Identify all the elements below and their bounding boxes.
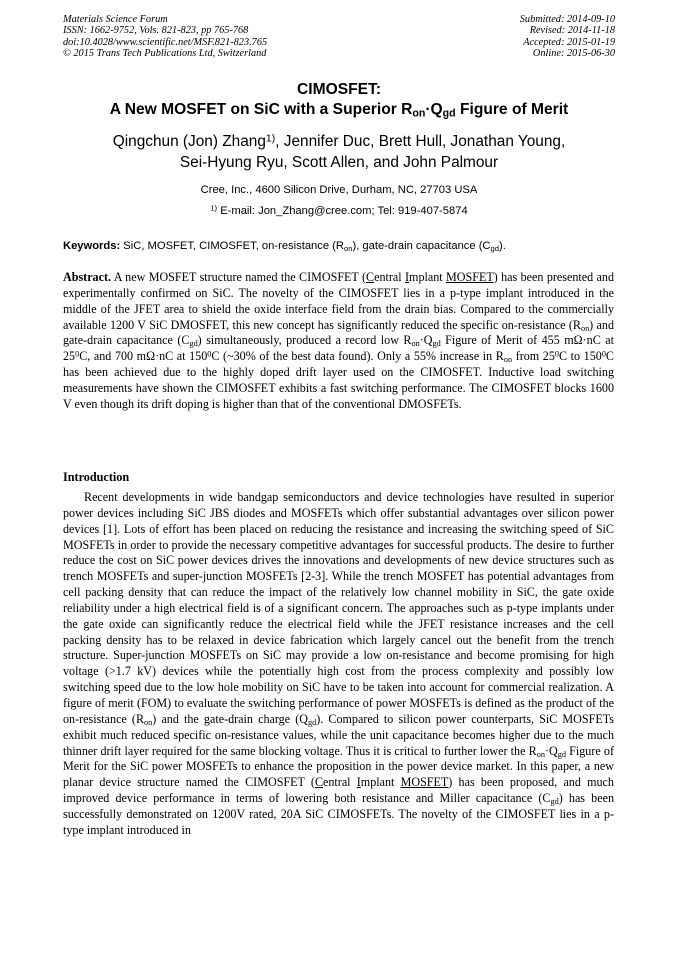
- section-heading-introduction: Introduction: [63, 470, 130, 484]
- introduction-paragraph: Recent developments in wide bandgap semiconductors and device technologies have resulted in superior power devices including SiC JBS diodes and MOSFETs which offer substantial advantages over silicon power devices [1]. Lots of effort has been placed on reducing the resistance and increasing the switching speed of SiC MOSFETs in order to provide the necessary competitive advantages for successful products. The desire to further reduce the cost on SiC power devices drives the innovations and developments of new device structures such as trench MOSFETs and super-junction MOSFETs [2-3]. While the trench MOSFET has potential advantages from cell packing density that can reduce the impact of the relatively low channel mobility in SiC, the gate oxide reliability under a high electrical field is of a significant concern. The approaches such as p-type implants under the gate oxide can significantly reduce the electrical field while the JFET resistance increases and the cell packing density has to be relaxed in device fabrication which largely cancel out the benefit from the trench structure. Super-junction MOSFETs on SiC may provide a low on-resistance and become promising for high voltage (>1.7 kV) devices while the potentially high cost from the process complexity and possibly low switching speed due to the low hole mobility on SiC have to be taken into account for commercial realization. A figure of merit (FOM) to evaluate the switching performance of power MOSFETs is defined as the product of the on-resistance $(R_{on})$ and the gate-drain charge $(Q_{gd})$. Compared to silicon power counterparts, SiC MOSFETs exhibit much reduced specific on-resistance values, while the unit capacitance becomes higher due to the much thinner drift layer required for the same blocking voltage. Thus it is critical to further lower the $R_{on}\cdot Q_{gd}$ Figure of Merit for the SiC power MOSFETs to enhance the proposition in the power device market. In this paper, a new planar device structure named the CIMOSFET (Central Implant MOSFET) has been proposed, and much improved device performance in terms of lowering both resistance and Miller capacitance $(C_{gd})$ has been successfully demonstrated on 1200V rated, 20A SiC CIMOSFETs. The novelty of the CIMOSFET lies in a p-type implant introduced in: [63, 490, 614, 837]
- affiliation-contact: $^{1)}$ E-mail: Jon_Zhang@cree.com; Tel: 919-407-5874: [210, 203, 468, 217]
- submission-dates: [520, 14, 615, 59]
- date-accepted: Accepted: 2015-01-19: [523, 36, 615, 48]
- keywords: Keywords: SiC, MOSFET, CIMOSFET, on-resistance $(R_{on})$, gate-drain capacitance $(C_{gd})$.: [63, 240, 506, 253]
- journal-copyright: © 2015 Trans Tech Publications Ltd, Switzerland: [63, 47, 267, 59]
- authors-line2: Sei-Hyung Ryu, Scott Allen, and John Palmour: [179, 154, 499, 171]
- journal-info: [63, 14, 267, 59]
- paper-title-line2: A New MOSFET on SiC with a Superior $R_{on}\cdot Q_{gd}$ Figure of Merit: [109, 101, 569, 120]
- journal-doi: doi:10.4028/www.scientific.net/MSF.821-823.765: [63, 36, 268, 48]
- date-revised: Revised: 2014-11-18: [529, 25, 615, 37]
- abstract-label: Abstract.: [63, 270, 112, 284]
- paper-title-line1: CIMOSFET:: [296, 81, 382, 98]
- journal-issn: ISSN: 1662-9752, Vols. 821-823, pp 765-768: [63, 25, 249, 37]
- keywords-label: Keywords:: [63, 240, 121, 252]
- authors-line1: Qingchun (Jon) Zhang$^{1)}$, Jennifer Duc, Brett Hull, Jonathan Young,: [112, 133, 566, 150]
- affiliation-address: Cree, Inc., 4600 Silicon Drive, Durham, NC, 27703 USA: [200, 184, 478, 196]
- journal-name: Materials Science Forum: [63, 14, 168, 25]
- abstract: Abstract. A new MOSFET structure named the CIMOSFET (Central Implant MOSFET) has been presented and experimentally confirmed on SiC. The novelty of the CIMOSFET lies in a p-type implant introduced in the middle of the JFET area to shield the oxide interface field from the drain bias. Compared to the commercially available 1200 V SiC DMOSFET, this new concept has significantly reduced the specific on-resistance $(R_{on})$ and gate-drain capacitance $(C_{gd})$ simultaneously, produced a record low $R_{on}\cdot Q_{gd}$ Figure of Merit of 455 mΩ·nC at $25^0C$, and 700 mΩ·nC at $150^0C$ (~30% of the best data found). Only a 55% increase in $R_{on}$ from $25^0C$ to $150^0C$ has been achieved due to the highly doped drift layer used on the CIMOSFET. Inductive load switching measurements have shown the CIMOSFET exhibits a fast switching performance. The CIMOSFET blocks 1600 V even though its drift doping is higher than that of the conventional DMOSFETs.: [63, 270, 614, 411]
- date-submitted: Submitted: 2014-09-10: [519, 14, 615, 25]
- date-online: Online: 2015-06-30: [532, 47, 615, 59]
